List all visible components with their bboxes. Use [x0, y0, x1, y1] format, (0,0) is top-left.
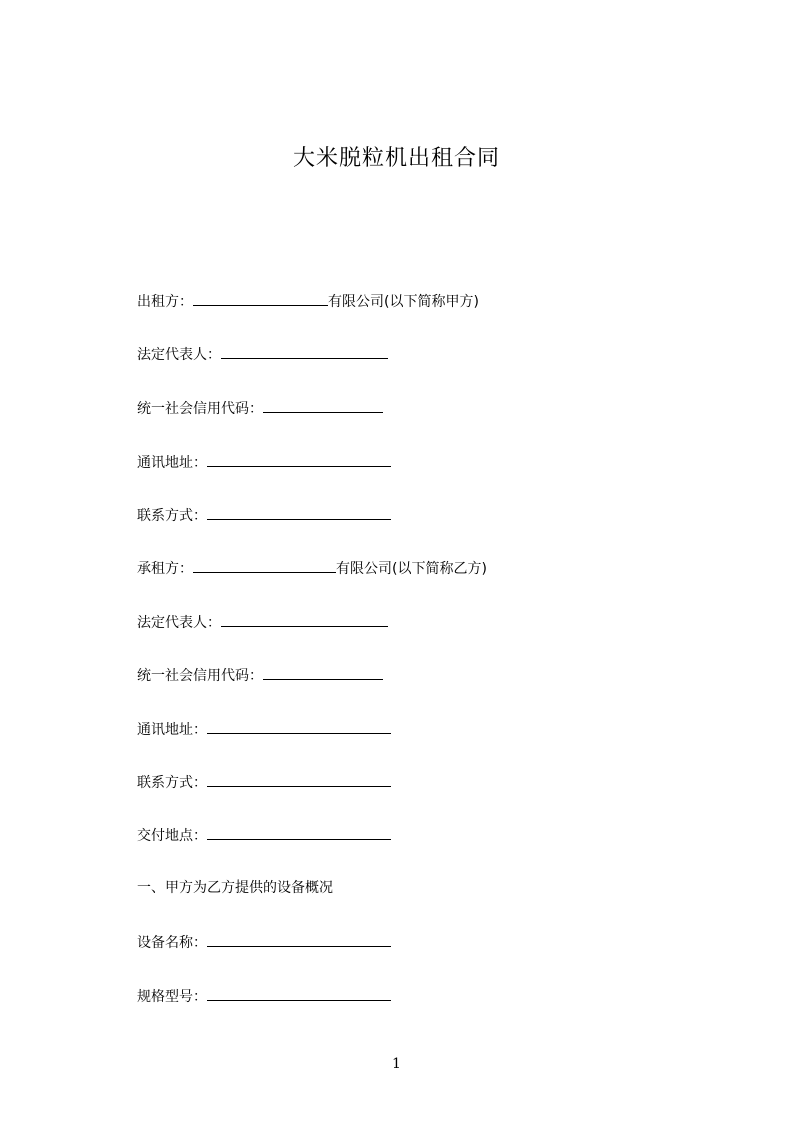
lessee-label: 承租方：: [137, 561, 193, 577]
lessor-address-label: 通讯地址：: [137, 455, 207, 471]
model-blank[interactable]: [207, 986, 391, 1001]
lessee-representative-line: [137, 612, 388, 633]
model-label: 规格型号：: [137, 989, 207, 1005]
lessee-contact-blank[interactable]: [207, 772, 391, 787]
delivery-line: [137, 825, 391, 846]
lessor-address-blank[interactable]: [207, 452, 391, 467]
lessee-suffix: 有限公司(以下简称乙方): [336, 561, 487, 577]
lessee-address-label: 通讯地址：: [137, 722, 207, 738]
lessor-suffix: 有限公司(以下简称甲方): [328, 294, 479, 310]
lessor-contact-label: 联系方式：: [137, 508, 207, 524]
model-line: [137, 986, 391, 1007]
lessee-representative-label: 法定代表人：: [137, 615, 221, 631]
lessee-contact-line: [137, 772, 391, 793]
document-title: 大米脱粒机出租合同: [292, 146, 500, 171]
delivery-label: 交付地点：: [137, 828, 207, 844]
equipment-name-line: [137, 932, 391, 953]
lessee-contact-label: 联系方式：: [137, 775, 207, 791]
lessee-credit-code-label: 统一社会信用代码：: [137, 668, 263, 684]
lessor-representative-label: 法定代表人：: [137, 347, 221, 363]
lessor-line: [137, 291, 479, 312]
lessor-representative-line: [137, 344, 388, 365]
lessor-credit-code-label: 统一社会信用代码：: [137, 401, 263, 417]
lessee-credit-code-line: [137, 665, 383, 686]
lessee-address-blank[interactable]: [207, 719, 391, 734]
section1-heading: [137, 878, 333, 898]
lessee-name-blank[interactable]: [193, 558, 336, 573]
lessor-address-line: [137, 452, 391, 473]
lessor-name-blank[interactable]: [193, 291, 328, 306]
lessor-label: 出租方：: [137, 294, 193, 310]
page-number: 1: [392, 1056, 401, 1072]
lessor-credit-code-blank[interactable]: [263, 398, 383, 413]
lessor-contact-line: [137, 505, 391, 526]
section1-heading-text: 一、甲方为乙方提供的设备概况: [137, 880, 333, 896]
lessee-credit-code-blank[interactable]: [263, 665, 383, 680]
lessee-address-line: [137, 719, 391, 740]
lessor-representative-blank[interactable]: [221, 344, 388, 359]
lessor-contact-blank[interactable]: [207, 505, 391, 520]
equipment-name-blank[interactable]: [207, 932, 391, 947]
delivery-blank[interactable]: [207, 825, 391, 840]
lessee-representative-blank[interactable]: [221, 612, 388, 627]
equipment-name-label: 设备名称：: [137, 935, 207, 951]
lessee-line: [137, 558, 487, 579]
lessor-credit-code-line: [137, 398, 383, 419]
